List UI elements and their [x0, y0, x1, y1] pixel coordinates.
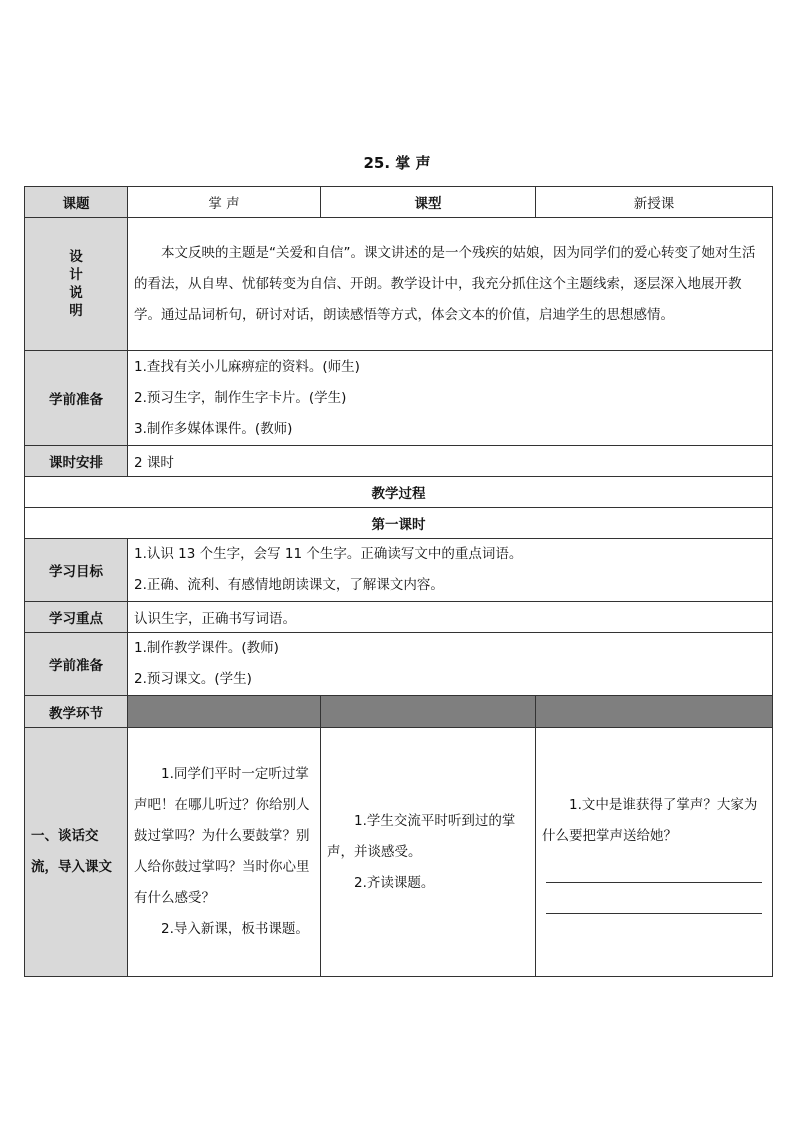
type-value: 新授课: [536, 187, 773, 218]
schedule-value: 2 课时: [128, 446, 773, 477]
design-label-char: 明: [69, 303, 83, 319]
lesson1-title-row: [25, 508, 773, 539]
stage1-teacher: [128, 728, 321, 977]
topic-value: 掌 声: [128, 187, 321, 218]
prep2-item: 2.预习课文。(学生): [134, 671, 252, 687]
prep2-row: [25, 633, 773, 696]
process-title: 教学过程: [25, 477, 773, 508]
objectives-label: 学习目标: [25, 539, 128, 602]
prep-list: [128, 351, 773, 446]
design-label-char: 说: [69, 285, 83, 301]
focus-row: [25, 602, 773, 633]
teacher-step: 1.同学们平时一定听过掌声吧！在哪儿听过？你给别人鼓过掌吗？为什么要鼓掌？别人给你鼓过掌吗？当时你心里有什么感受？: [134, 766, 310, 906]
teaching-label: 教学环节: [25, 696, 128, 728]
process-title-row: [25, 477, 773, 508]
objective-item: 1.认识 13 个生字，会写 11 个生字。正确读写文中的重点词语。: [134, 546, 523, 562]
answer-line[interactable]: [546, 852, 762, 883]
stage1-student: [321, 728, 536, 977]
design-text-cell: [128, 218, 773, 351]
lesson-plan-table: [24, 186, 773, 977]
answer-line[interactable]: [546, 883, 762, 914]
topic-label: 课题: [25, 187, 128, 218]
lesson1-title: 第一课时: [25, 508, 773, 539]
prep-item: 3.制作多媒体课件。(教师): [134, 420, 293, 437]
design-label: [25, 218, 128, 351]
schedule-row: [25, 446, 773, 477]
objective-item: 2.正确、流利、有感情地朗读课文，了解课文内容。: [134, 577, 444, 593]
student-step: 1.学生交流平时听到过的掌声，并谈感受。: [327, 812, 516, 860]
student-step: 2.齐读课题。: [354, 874, 435, 891]
design-text: 本文反映的主题是“关爱和自信”。课文讲述的是一个残疾的姑娘，因为同学们的爱心转变了她对生活的看法，从自卑、忧郁转变为自信、开朗。教学设计中，我充分抓住这个主题线索，逐层深入地展开教学。通过品词析句，研讨对话，朗读感悟等方式，体会文本的价值，启迪学生的思想感情。: [134, 244, 756, 323]
stage1-question-cell: [536, 728, 773, 977]
teaching-header-cell: [536, 696, 773, 728]
teaching-header-row: [25, 696, 773, 728]
design-row: [25, 218, 773, 351]
design-label-char: 计: [69, 267, 83, 283]
prep-row: [25, 351, 773, 446]
objectives-list: [128, 539, 773, 602]
prep-label: 学前准备: [25, 351, 128, 446]
schedule-label: 课时安排: [25, 446, 128, 477]
teaching-header-cell: [128, 696, 321, 728]
header-row: [25, 187, 773, 218]
teaching-header-cell: [321, 696, 536, 728]
design-label-char: 设: [69, 249, 83, 265]
prep2-label: 学前准备: [25, 633, 128, 696]
prep2-list: [128, 633, 773, 696]
teacher-step: 2.导入新课，板书课题。: [161, 921, 309, 937]
objectives-row: [25, 539, 773, 602]
question-text: 1.文中是谁获得了掌声？大家为什么要把掌声送给她？: [542, 797, 758, 844]
focus-value: 认识生字，正确书写词语。: [128, 602, 773, 633]
stage1-name: 一、谈话交流，导入课文: [25, 728, 128, 977]
document-title: 25. 掌 声: [363, 154, 431, 172]
focus-label: 学习重点: [25, 602, 128, 633]
type-label: 课型: [321, 187, 536, 218]
prep-item: 2.预习生字，制作生字卡片。(学生): [134, 389, 347, 406]
stage1-row: [25, 728, 773, 977]
prep2-item: 1.制作教学课件。(教师): [134, 640, 279, 656]
prep-item: 1.查找有关小儿麻痹症的资料。(师生): [134, 358, 360, 375]
